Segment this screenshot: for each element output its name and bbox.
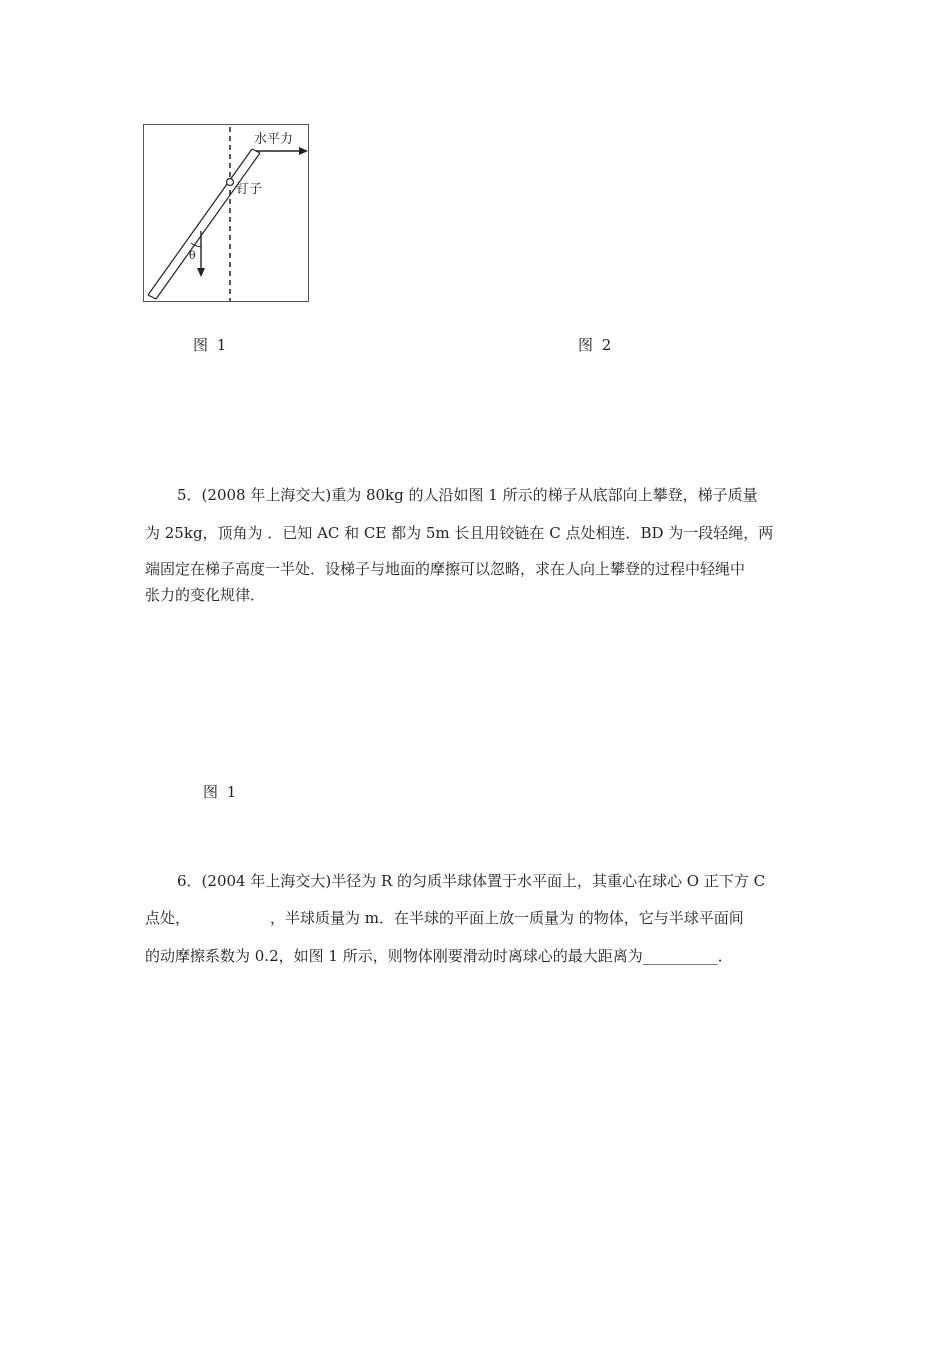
problem-6-line-1: 6．(2004 年上海交大)半径为 R 的匀质半球体置于水平面上，其重心在球心 O 正下方 C [177, 872, 766, 890]
nail-circle [227, 179, 234, 186]
problem-6-line-2a: 点处， [145, 909, 191, 927]
force-arrow-head [299, 147, 308, 155]
problem-6-line-3: 的动摩擦系数为 0.2，如图 1 所示，则物体刚要滑动时离球心的最大距离为__________． [145, 947, 733, 965]
problem-5-line-3: 端固定在梯子高度一半处．设梯子与地面的摩擦可以忽略，求在人向上攀登的过程中轻绳中 [145, 560, 746, 578]
problem-6-line-2b: ，半球质量为 m．在半球的平面上放一质量为 的物体，它与半球平面间 [270, 909, 744, 927]
figure-1 [143, 124, 309, 302]
rod-bottom-end [148, 295, 156, 299]
caption-figure-2: 图 2 [578, 336, 614, 354]
caption-figure-1: 图 1 [193, 336, 229, 354]
force-label: 水平力 [254, 132, 294, 147]
problem-5-line-1: 5．(2008 年上海交大)重为 80kg 的人沿如图 1 所示的梯子从底部向上攀登，梯子质量 [177, 486, 758, 504]
problem-5-line-4: 张力的变化规律． [145, 586, 266, 604]
caption-figure-1-problem-5: 图 1 [203, 783, 239, 801]
angle-label: θ [189, 249, 196, 262]
gravity-arrow-head [197, 268, 205, 277]
ladder-diagram [144, 125, 310, 303]
problem-5-line-2: 为 25kg，顶角为 ．已知 AC 和 CE 都为 5m 长且用铰链在 C 点处相连．BD 为一段轻绳，两 [145, 524, 774, 542]
nail-label: 钉子 [236, 182, 263, 197]
rod-edge-right [156, 153, 263, 299]
